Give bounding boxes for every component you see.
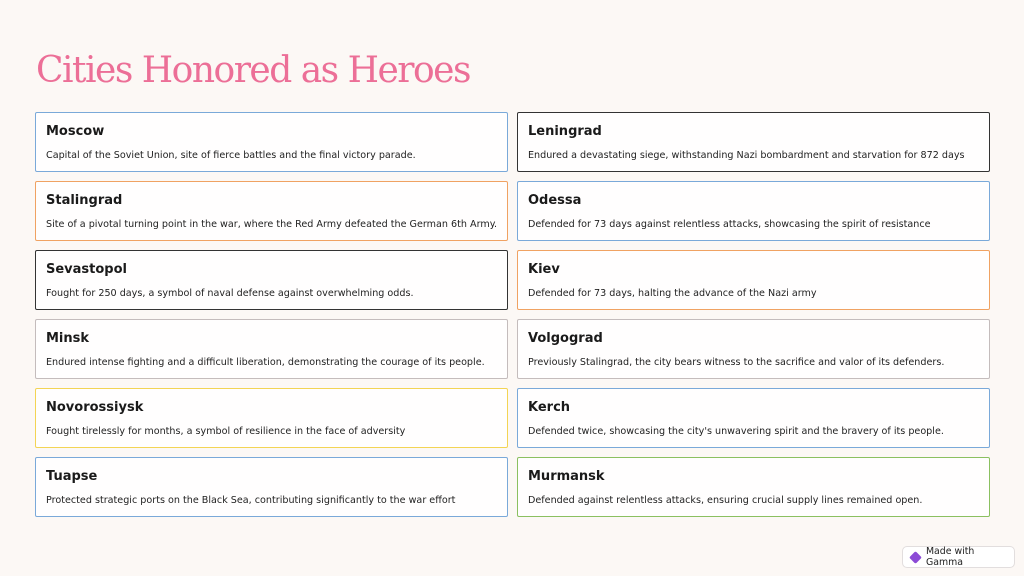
city-description: Fought tirelessly for months, a symbol of resilience in the face of adversity bbox=[46, 426, 406, 437]
city-card-sevastopol bbox=[35, 250, 508, 310]
city-card-kerch bbox=[517, 388, 990, 448]
city-name: Sevastopol bbox=[46, 262, 128, 277]
city-card-leningrad bbox=[517, 112, 990, 172]
city-description: Fought for 250 days, a symbol of naval defense against overwhelming odds. bbox=[46, 288, 414, 299]
city-card-minsk bbox=[35, 319, 508, 379]
city-description: Defended twice, showcasing the city's unwavering spirit and the bravery of its people. bbox=[528, 426, 944, 437]
city-description: Defended for 73 days, halting the advance of the Nazi army bbox=[528, 288, 817, 299]
city-card-volgograd bbox=[517, 319, 990, 379]
city-name: Moscow bbox=[46, 124, 105, 139]
city-card-moscow bbox=[35, 112, 508, 172]
page-title: Cities Honored as Heroes bbox=[36, 50, 470, 91]
city-name: Tuapse bbox=[46, 469, 98, 484]
city-description: Site of a pivotal turning point in the war, where the Red Army defeated the German 6th Army. bbox=[46, 219, 498, 230]
city-name: Kiev bbox=[528, 262, 560, 277]
city-description: Defended for 73 days against relentless attacks, showcasing the spirit of resistance bbox=[528, 219, 931, 230]
city-description: Capital of the Soviet Union, site of fierce battles and the final victory parade. bbox=[46, 150, 416, 161]
city-card-novorossiysk bbox=[35, 388, 508, 448]
city-name: Minsk bbox=[46, 331, 90, 346]
city-description: Protected strategic ports on the Black Sea, contributing significantly to the war effort bbox=[46, 495, 456, 506]
city-name: Stalingrad bbox=[46, 193, 123, 208]
city-name: Volgograd bbox=[528, 331, 603, 346]
city-name: Novorossiysk bbox=[46, 400, 144, 415]
gamma-logo-icon bbox=[909, 551, 922, 564]
city-name: Kerch bbox=[528, 400, 571, 415]
city-card-murmansk bbox=[517, 457, 990, 517]
made-with-gamma-badge[interactable] bbox=[902, 546, 1015, 568]
city-card-odessa bbox=[517, 181, 990, 241]
badge-label: Made with Gamma bbox=[925, 546, 975, 568]
city-name: Murmansk bbox=[528, 469, 605, 484]
city-card-tuapse bbox=[35, 457, 508, 517]
city-description: Endured a devastating siege, withstanding Nazi bombardment and starvation for 872 days bbox=[528, 150, 965, 161]
city-card-stalingrad bbox=[35, 181, 508, 241]
city-card-kiev bbox=[517, 250, 990, 310]
city-description: Endured intense fighting and a difficult liberation, demonstrating the courage of its people. bbox=[46, 357, 485, 368]
city-description: Previously Stalingrad, the city bears witness to the sacrifice and valor of its defenders. bbox=[528, 357, 945, 368]
city-name: Odessa bbox=[528, 193, 582, 208]
city-name: Leningrad bbox=[528, 124, 602, 139]
city-description: Defended against relentless attacks, ensuring crucial supply lines remained open. bbox=[528, 495, 923, 506]
